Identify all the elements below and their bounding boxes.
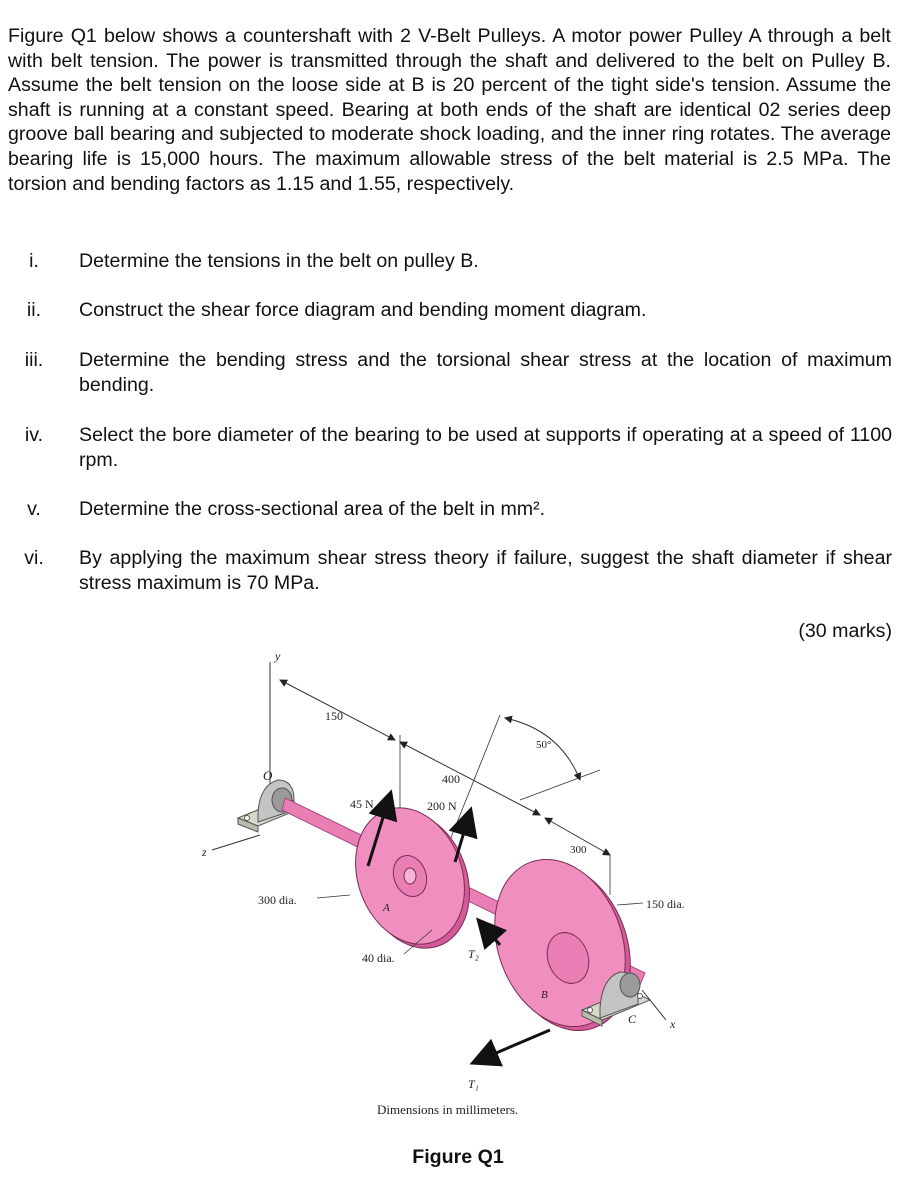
dimension-400-line bbox=[400, 742, 540, 815]
angle-label: 50° bbox=[536, 739, 552, 751]
dia-40-label: 40 dia. bbox=[362, 951, 395, 965]
problem-statement: Figure Q1 below shows a countershaft with 2 V-Belt Pulleys. A motor power Pulley A through a belt with belt tension. The power is transmitted through the shaft and delivered to the belt on Pulley B. Assume the belt tension on the loose side at B is 20 percent of the tight side's tension. Assume the shaft is running at a constant speed. Bearing at both ends of the shaft are identical 02 series deep groove ball bearing and subjected to moderate shock loading, and the inner ring rotates. The average bearing life is 15,000 hours. The maximum allowable stress of the belt material is 2.5 MPa. The torsion and bending factors as 1.15 and 1.55, respectively. bbox=[8, 25, 891, 195]
question-text: Select the bore diameter of the bearing to be used at supports if operating at a speed of 1100 rpm. bbox=[79, 424, 892, 471]
t2-label: T₂ bbox=[468, 947, 479, 961]
force-200n-label: 200 N bbox=[427, 799, 457, 813]
t1-label: T₁ bbox=[468, 1077, 479, 1091]
z-axis bbox=[212, 835, 260, 850]
x-axis bbox=[642, 990, 666, 1020]
dimension-150-label: 150 bbox=[325, 709, 343, 723]
countershaft-diagram bbox=[190, 640, 730, 1130]
dimension-300-label: 300 bbox=[570, 844, 587, 856]
origin-label: O bbox=[263, 768, 273, 783]
z-axis-label: z bbox=[202, 845, 207, 859]
figure-caption: Dimensions in millimeters. bbox=[377, 1102, 519, 1117]
question-text: Determine the cross-sectional area of the belt in mm². bbox=[79, 498, 546, 520]
question-number: iii. bbox=[24, 349, 44, 371]
question-number: iv. bbox=[24, 424, 44, 446]
y-axis-label: y bbox=[275, 649, 281, 663]
dia-150-label: 150 dia. bbox=[646, 897, 685, 911]
bearing-c-label: C bbox=[628, 1012, 637, 1026]
question-number: vi. bbox=[24, 547, 44, 569]
marks-total: (30 marks) bbox=[798, 620, 892, 642]
force-200n-arrow bbox=[455, 812, 470, 862]
question-text: Construct the shear force diagram and bending moment diagram. bbox=[79, 299, 647, 321]
question-number: ii. bbox=[26, 299, 42, 321]
question-number: i. bbox=[29, 250, 39, 272]
force-45n-label: 45 N bbox=[350, 797, 374, 811]
figure-title: Figure Q1 bbox=[412, 1146, 504, 1168]
dimension-400-label: 400 bbox=[442, 772, 460, 786]
countershaft-figure bbox=[190, 640, 730, 1130]
question-text: Determine the tensions in the belt on pulley B. bbox=[79, 250, 479, 272]
question-number: v. bbox=[27, 498, 41, 520]
pulley-a-label: A bbox=[383, 902, 390, 914]
dia-300-label: 300 dia. bbox=[258, 893, 297, 907]
t1-arrow bbox=[475, 1030, 550, 1062]
x-axis-label: x bbox=[670, 1017, 676, 1031]
question-text: By applying the maximum shear stress theory if failure, suggest the shaft diameter if shear stress maximum is 70 MPa. bbox=[79, 547, 892, 594]
dia-300-leader bbox=[317, 895, 350, 898]
pulley-a bbox=[337, 792, 488, 963]
pulley-b-label: B bbox=[541, 989, 548, 1001]
dia-150-leader bbox=[617, 903, 643, 905]
question-text: Determine the bending stress and the torsional shear stress at the location of maximum bending. bbox=[79, 349, 892, 396]
angle-ref-line-2 bbox=[520, 770, 600, 800]
